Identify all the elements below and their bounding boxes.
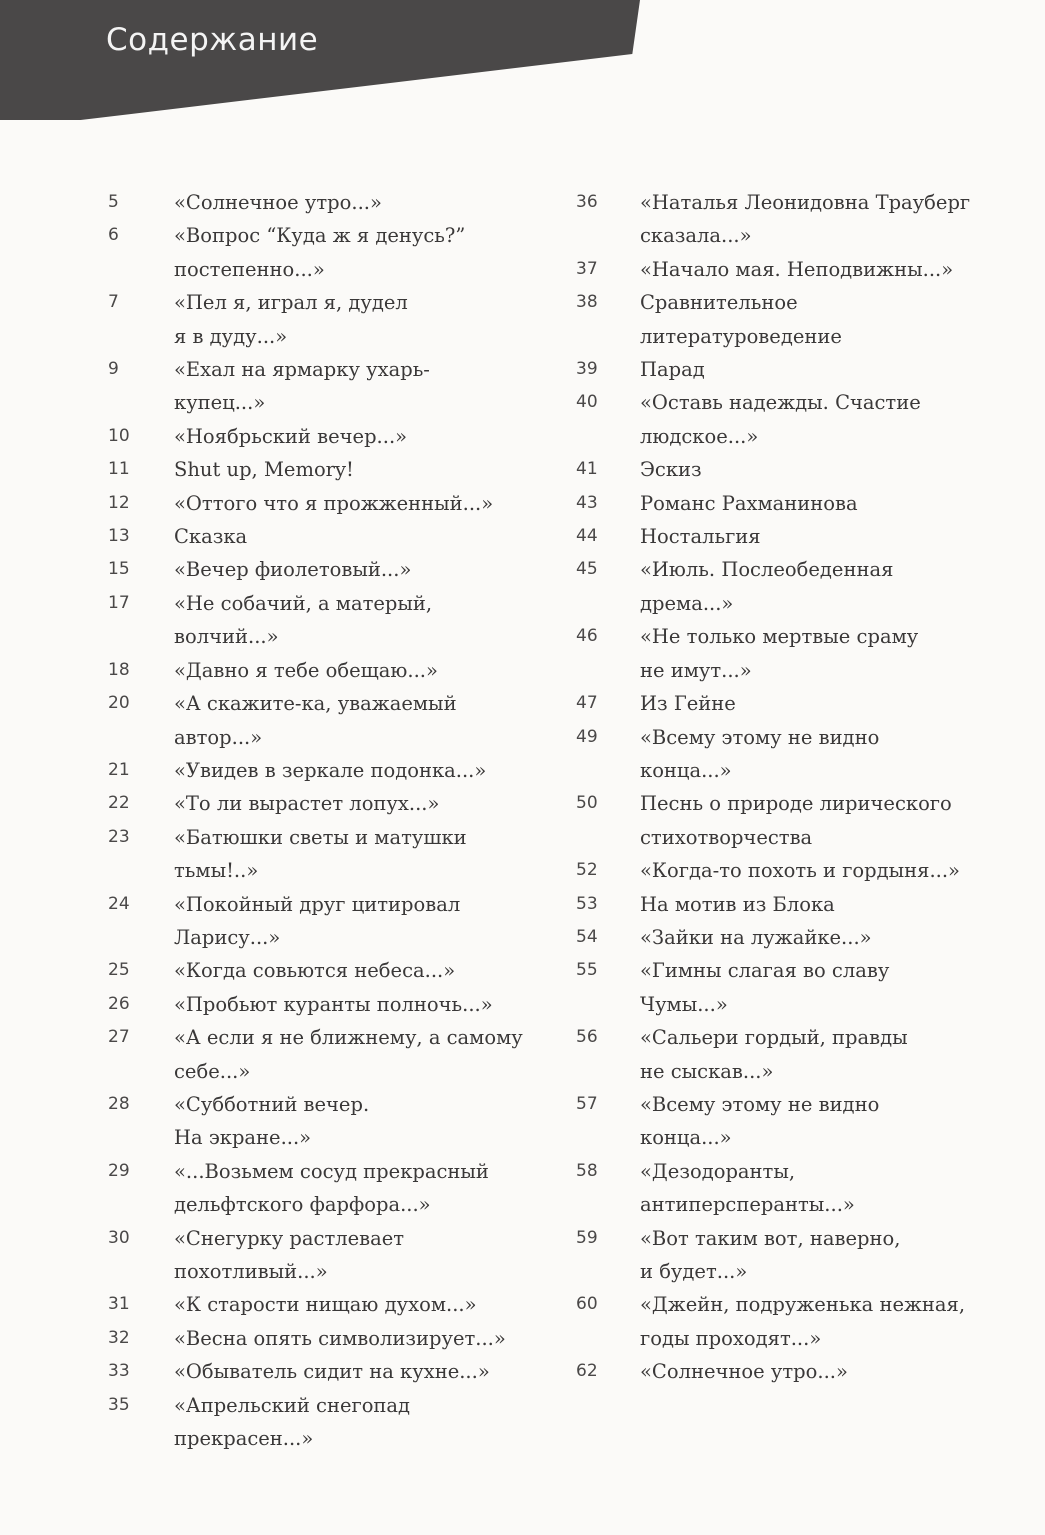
toc-page-number: 30 bbox=[108, 1227, 130, 1248]
toc-entry bbox=[108, 1021, 558, 1088]
toc-entry-title: «Снегурку растлевает похотливый...» bbox=[174, 1226, 405, 1283]
toc-entry bbox=[108, 954, 558, 987]
toc-page-number: 53 bbox=[576, 893, 598, 914]
toc-entry-title: «Субботний вечер. На экране...» bbox=[174, 1092, 370, 1150]
toc-entry-title: «А скажите-ка, уважаемый автор...» bbox=[174, 692, 457, 749]
toc-entry-title: «Солнечное утро...» bbox=[174, 191, 382, 214]
toc-entry-title: «Когда-то похоть и гордыня...» bbox=[640, 859, 960, 883]
toc-entry bbox=[576, 1288, 996, 1355]
toc-page-number: 55 bbox=[576, 960, 598, 981]
toc-page-number: 27 bbox=[108, 1027, 130, 1048]
toc-entry bbox=[108, 988, 558, 1021]
toc-entry-title: «Вечер фиолетовый...» bbox=[174, 558, 412, 582]
title-band bbox=[0, 0, 640, 120]
toc-entry-title: «То ли вырастет лопух...» bbox=[174, 792, 440, 816]
toc-entry-title: Shut up, Memory! bbox=[174, 458, 354, 482]
toc-entry bbox=[576, 854, 996, 887]
toc-entry bbox=[108, 186, 558, 219]
toc-entry bbox=[108, 888, 558, 955]
toc-entry bbox=[108, 687, 558, 754]
toc-page-number: 38 bbox=[576, 292, 598, 313]
toc-entry-title: На мотив из Блока bbox=[640, 892, 835, 916]
toc-entry bbox=[108, 587, 558, 654]
toc-page-number: 5 bbox=[108, 192, 119, 212]
toc-page-number: 33 bbox=[108, 1361, 130, 1382]
toc-entry bbox=[576, 353, 996, 386]
toc-entry-title: «Гимны слагая во славу Чумы...» bbox=[640, 959, 890, 1016]
toc-page-number: 49 bbox=[576, 726, 598, 747]
toc-entry bbox=[108, 1355, 558, 1388]
toc-entry-title: «Сальери гордый, правды не сыскав...» bbox=[640, 1026, 908, 1083]
toc-entry-title: «Ноябрьский вечер...» bbox=[174, 424, 408, 448]
toc-entry-title: «Давно я тебе обещаю...» bbox=[174, 658, 438, 682]
toc-entry bbox=[576, 954, 996, 1021]
toc-page-number: 43 bbox=[576, 492, 598, 513]
toc-page-number: 50 bbox=[576, 793, 598, 814]
toc-entry-title: Парад bbox=[640, 358, 705, 382]
toc-entry bbox=[576, 386, 996, 453]
toc-page-number: 47 bbox=[576, 693, 598, 714]
toc-entry-title: «Пел я, играл я, дудел я в дуду...» bbox=[174, 291, 408, 348]
toc-entry-title: «Обыватель сидит на кухне...» bbox=[174, 1360, 490, 1384]
toc-entry bbox=[576, 487, 996, 520]
toc-page-number: 17 bbox=[108, 592, 130, 613]
toc-entry bbox=[108, 453, 558, 486]
toc-entry-title: «Покойный друг цитировал Ларису...» bbox=[174, 892, 461, 949]
toc-page-number: 18 bbox=[108, 659, 130, 680]
toc-entry bbox=[576, 186, 996, 253]
toc-page-number: 28 bbox=[108, 1093, 130, 1114]
toc-entry bbox=[576, 253, 996, 286]
toc-page-number: 9 bbox=[108, 359, 119, 380]
toc-entry bbox=[576, 553, 996, 620]
toc-entry bbox=[576, 1088, 996, 1155]
toc-entry-title: Из Гейне bbox=[640, 692, 736, 716]
toc-page-number: 12 bbox=[108, 492, 130, 513]
toc-entry-title: «Вот таким вот, наверно, и будет...» bbox=[640, 1226, 901, 1283]
toc-entry bbox=[108, 1322, 558, 1355]
toc-column-right bbox=[576, 186, 996, 1389]
toc-entry-title: «Весна опять символизирует...» bbox=[174, 1326, 506, 1350]
toc-entry-title: «А если я не ближнему, а самому себе...» bbox=[174, 1026, 523, 1083]
toc-entry bbox=[576, 888, 996, 921]
toc-entry bbox=[108, 787, 558, 820]
toc-entry bbox=[576, 721, 996, 788]
toc-page-number: 35 bbox=[108, 1394, 130, 1415]
toc-entry-title: «Апрельский снегопад прекрасен...» bbox=[174, 1393, 411, 1451]
toc-page-number: 23 bbox=[108, 826, 130, 847]
toc-entry-title: «Когда совьются небеса...» bbox=[174, 959, 456, 983]
toc-entry-title: Песнь о природе лирического стихотворчества bbox=[640, 792, 952, 849]
toc-page-number: 45 bbox=[576, 559, 598, 580]
toc-page-number: 37 bbox=[576, 258, 598, 279]
toc-page-number: 11 bbox=[108, 459, 130, 480]
toc-page-number: 60 bbox=[576, 1294, 598, 1315]
toc-page-number: 52 bbox=[576, 860, 598, 881]
toc-page-number: 39 bbox=[576, 359, 598, 380]
toc-page-number: 7 bbox=[108, 292, 119, 313]
toc-entry-title: «Июль. Послеобеденная дрема...» bbox=[640, 558, 894, 615]
toc-page-number: 57 bbox=[576, 1093, 598, 1114]
toc-page-number: 56 bbox=[576, 1027, 598, 1048]
toc-page-number: 41 bbox=[576, 459, 598, 480]
toc-page-number: 46 bbox=[576, 626, 598, 647]
toc-entry-title: «Пробьют куранты полночь...» bbox=[174, 992, 493, 1016]
toc-page-number: 40 bbox=[576, 392, 598, 413]
toc-entry bbox=[576, 921, 996, 954]
toc-page-number: 20 bbox=[108, 693, 130, 714]
toc-entry-title: «Всему этому не видно конца...» bbox=[640, 725, 880, 782]
toc-entry bbox=[108, 553, 558, 586]
toc-page-number: 44 bbox=[576, 526, 598, 547]
toc-entry-title: «Зайки на лужайке...» bbox=[640, 925, 872, 949]
toc-entry bbox=[108, 487, 558, 520]
toc-entry-title: «Батюшки светы и матушки тьмы!..» bbox=[174, 825, 467, 883]
toc-entry-title: Романс Рахманинова bbox=[640, 491, 858, 515]
toc-entry bbox=[108, 821, 558, 888]
toc-page-number: 32 bbox=[108, 1327, 130, 1348]
toc-entry-title: «Солнечное утро...» bbox=[640, 1360, 848, 1384]
toc-entry bbox=[576, 1222, 996, 1289]
toc-entry bbox=[576, 1155, 996, 1222]
toc-entry-title: «...Возьмем сосуд прекрасный дельфтского фарфора...» bbox=[174, 1159, 489, 1217]
toc-page-number: 59 bbox=[576, 1227, 598, 1248]
toc-entry bbox=[576, 787, 996, 854]
toc-page-number: 29 bbox=[108, 1160, 130, 1181]
toc-entry bbox=[576, 520, 996, 553]
toc-entry bbox=[576, 286, 996, 353]
toc-page-number: 62 bbox=[576, 1361, 598, 1382]
toc-entry bbox=[576, 1021, 996, 1088]
toc-page-number: 26 bbox=[108, 993, 130, 1014]
toc-page-number: 21 bbox=[108, 759, 130, 780]
toc-page-number: 25 bbox=[108, 960, 130, 981]
toc-entry-title: Сравнительное литературоведение bbox=[640, 291, 842, 348]
toc-entry bbox=[576, 453, 996, 486]
toc-entry-title: Эскиз bbox=[640, 458, 702, 482]
toc-page-number: 22 bbox=[108, 793, 130, 814]
toc-entry-title: «Всему этому не видно конца...» bbox=[640, 1092, 880, 1150]
toc-entry bbox=[108, 286, 558, 353]
toc-entry-title: «К старости нищаю духом...» bbox=[174, 1293, 477, 1317]
toc-entry bbox=[108, 520, 558, 553]
toc-entry bbox=[108, 1222, 558, 1289]
toc-entry-title: «Ехал на ярмарку ухарь- купец...» bbox=[174, 358, 430, 415]
toc-entry-title: «Оставь надежды. Счастие людское...» bbox=[640, 391, 921, 448]
toc-entry bbox=[108, 654, 558, 687]
toc-entry bbox=[108, 353, 558, 420]
toc-page-number: 13 bbox=[108, 526, 130, 547]
toc-entry bbox=[576, 687, 996, 720]
toc-entry bbox=[108, 1088, 558, 1155]
toc-entry bbox=[576, 1355, 996, 1388]
toc-entry bbox=[108, 1155, 558, 1222]
toc-entry-title: «Джейн, подруженька нежная, годы проходят...» bbox=[640, 1293, 966, 1350]
toc-page-number: 24 bbox=[108, 893, 130, 914]
toc-page-number: 6 bbox=[108, 225, 119, 246]
toc-entry bbox=[108, 754, 558, 787]
toc-page-number: 36 bbox=[576, 192, 598, 212]
toc-entry bbox=[108, 219, 558, 286]
toc-entry bbox=[108, 420, 558, 453]
toc-page-number: 54 bbox=[576, 926, 598, 947]
toc-column-left bbox=[108, 186, 558, 1455]
toc-entry-title: «Вопрос “Куда ж я денусь?” постепенно...» bbox=[174, 224, 466, 281]
toc-page-number: 10 bbox=[108, 425, 130, 446]
toc-page-number: 15 bbox=[108, 559, 130, 580]
toc-page-number: 58 bbox=[576, 1160, 598, 1181]
toc-entry-title: Ностальгия bbox=[640, 525, 761, 549]
toc-entry-title: «Увидев в зеркале подонка...» bbox=[174, 758, 487, 782]
toc-entry-title: Сказка bbox=[174, 525, 248, 549]
toc-entry-title: «Не только мертвые сраму не имут...» bbox=[640, 625, 919, 682]
toc-entry-title: «Дезодоранты, антиперсперанты...» bbox=[640, 1159, 855, 1217]
toc-entry bbox=[576, 620, 996, 687]
page-title: Содержание bbox=[106, 22, 319, 58]
toc-entry-title: «Наталья Леонидовна Трауберг сказала...» bbox=[640, 191, 971, 248]
toc-entry bbox=[108, 1288, 558, 1321]
toc-entry-title: «Оттого что я прожженный...» bbox=[174, 491, 494, 515]
toc-entry-title: «Начало мая. Неподвижны...» bbox=[640, 257, 954, 281]
toc-page-number: 31 bbox=[108, 1294, 130, 1315]
toc-entry-title: «Не собачий, а матерый, волчий...» bbox=[174, 591, 433, 649]
toc-entry bbox=[108, 1389, 558, 1456]
